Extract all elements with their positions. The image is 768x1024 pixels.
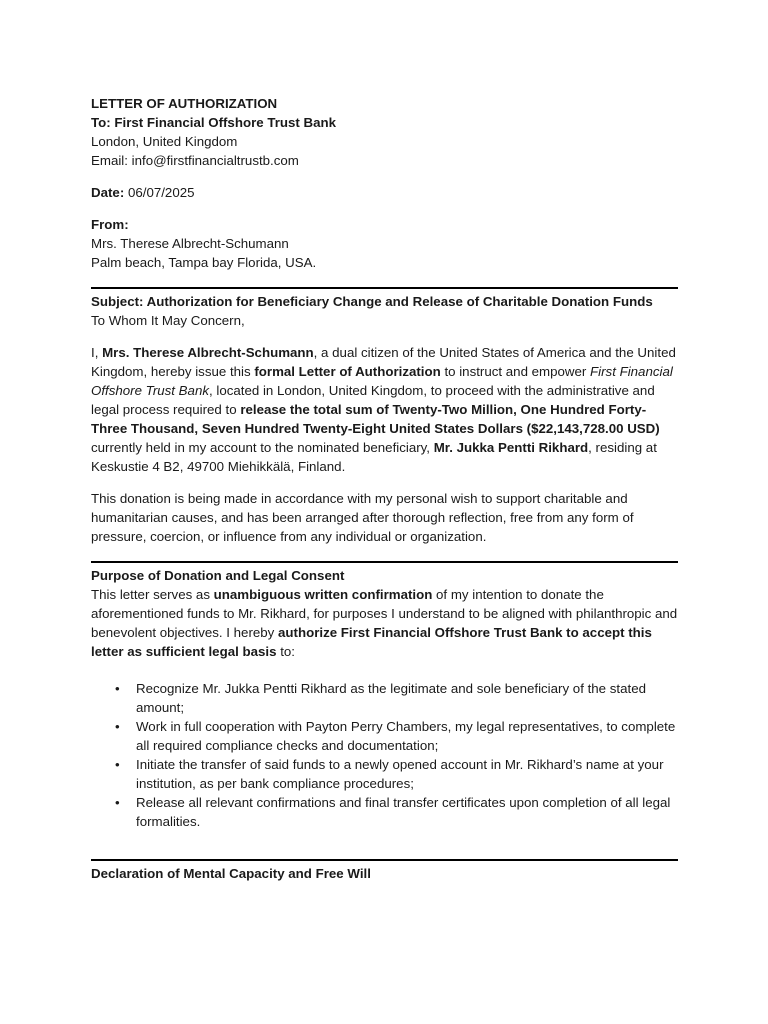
beneficiary-name: Mr. Jukka Pentti Rikhard [433,440,589,455]
body-text: , located in London, United Kingdom, to proceed with the administrative and legal process required to [91,383,655,417]
bullet-icon: • [115,681,120,696]
release-amount: release the total sum of Twenty-Two Million, One Hundred Forty-Three Thousand, Seven Hundred Twenty-Eight United States Dollars ($22,143,728.00 USD) [91,402,660,436]
date-value: 06/07/2025 [127,185,195,200]
bullet-icon: • [115,795,120,810]
subject-line: Subject: Authorization for Beneficiary Change and Release of Charitable Donation Funds [91,294,653,309]
instruction-list [91,679,681,831]
recipient-bank: First Financial Offshore Trust Bank [114,115,337,130]
body-text: , residing at Keskustie 4 B2, 49700 Miehikkälä, Finland. [91,440,657,474]
authorization-phrase: authorize First Financial Offshore Trust Bank to accept this letter as sufficient legal basis [91,625,652,659]
body-text: to: [276,644,295,659]
grantor-name: Mrs. Therese Albrecht-Schumann [102,345,314,360]
donation-paragraph: This donation is being made in accordance with my personal wish to support charitable and humanitarian causes, and has been arranged after thorough reflection, free from any form of pressure, coercion, or influence from any individual or organization. [91,491,634,544]
list-item-text: Recognize Mr. Jukka Pentti Rikhard as the legitimate and sole beneficiary of the stated amount; [136,681,646,715]
sender-name: Mrs. Therese Albrecht-Schumann [91,236,289,251]
confirmation-phrase: unambiguous written confirmation [213,587,433,602]
recipient-email-line [91,151,678,170]
to-label: To: [91,115,111,130]
body-text: This letter serves as [91,587,214,602]
list-item [91,679,681,717]
document-type: formal Letter of Authorization [254,364,441,379]
list-item [91,717,681,755]
body-text: I, [91,345,103,360]
recipient-line [91,113,678,132]
body-text: to instruct and empower [440,364,591,379]
from-label: From: [91,217,129,232]
date-line [91,183,678,202]
purpose-heading: Purpose of Donation and Legal Consent [91,568,345,583]
recipient-email: info@firstfinancialtrustb.com [131,153,299,168]
bullet-icon: • [115,719,120,734]
letter-header [91,94,678,170]
body-text: , a dual citizen of the United States of America and the United Kingdom, hereby issue this [91,345,676,379]
bank-name-italic: First Financial Offshore Trust Bank [91,364,673,398]
body-text: currently held in my account to the nominated beneficiary, [91,440,434,455]
list-item-text: Work in full cooperation with Payton Perry Chambers, my legal representatives, to complete all required compliance checks and documentation; [136,719,676,753]
recipient-location: London, United Kingdom [91,134,238,149]
list-item-text: Release all relevant confirmations and final transfer certificates upon completion of all legal formalities. [136,795,671,829]
email-label: Email: [91,153,128,168]
declaration-heading: Declaration of Mental Capacity and Free Will [91,866,371,881]
date-label: Date: [91,185,125,200]
list-item-text: Initiate the transfer of said funds to a newly opened account in Mr. Rikhard’s name at your institution, as per bank compliance procedures; [136,757,664,791]
authorization-paragraph [91,343,681,476]
letter-title: LETTER OF AUTHORIZATION [91,96,278,111]
list-item [91,793,681,831]
body-text: of my intention to donate the aforementioned funds to Mr. Rikhard, for purposes I understand to be aligned with philanthropic and benevolent objectives. I hereby [91,587,678,640]
sender-address: Palm beach, Tampa bay Florida, USA. [91,255,317,270]
sender-block [91,215,678,272]
bullet-icon: • [115,757,120,772]
purpose-paragraph [91,585,681,661]
list-item [91,755,681,793]
salutation: To Whom It May Concern, [91,313,245,328]
